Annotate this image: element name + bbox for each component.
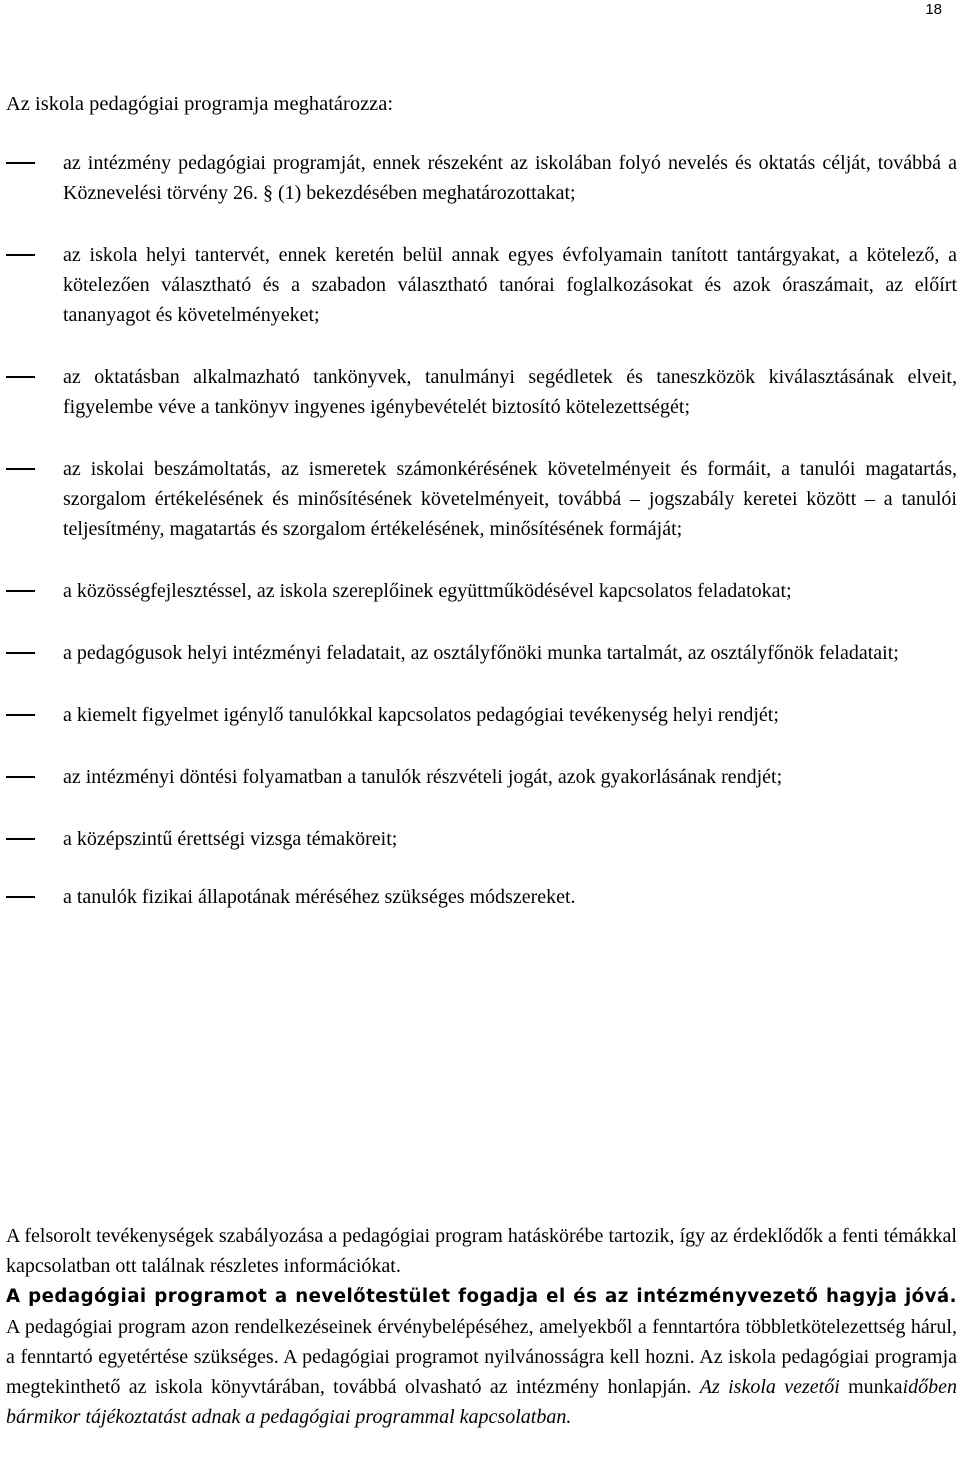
closing-italic-tail: időben bármikor tájékoztatást adnak a pedagógiai programmal kapcsolatban. xyxy=(6,1376,957,1428)
closing-paragraph xyxy=(6,1221,957,1432)
closing-italic-lead: Az iskola vezetői xyxy=(699,1376,840,1398)
list-item xyxy=(0,700,960,730)
dash-bullet xyxy=(6,590,35,592)
closing-body: A pedagógiai program azon rendelkezéseinek érvénybelépéséhez, amelyekből a fenntartóra többletkötelezettség hárul, a fenntartó egyetértése szükséges. A pedagógiai programot nyilvánosságra kell hozni. Az iskola pedagógiai programja megtekinthető az iskola könyvtárában, továbbá olvasható az intézmény honlapján. xyxy=(6,1316,957,1398)
dash-bullet xyxy=(6,468,35,470)
dash-bullet xyxy=(6,896,35,898)
list-item xyxy=(0,362,960,422)
list-item-text: az intézmény pedagógiai programját, ennek részeként az iskolában folyó nevelés és oktatás célját, továbbá a Köznevelési törvény 26. § (1) bekezdésében meghatározottakat; xyxy=(63,152,957,204)
approval-statement: A pedagógiai programot a nevelőtestület fogadja el és az intézményvezető hagyja jóvá. xyxy=(6,1286,957,1307)
list-item-text: a pedagógusok helyi intézményi feladatait, az osztályfőnöki munka tartalmát, az osztályfőnök feladatait; xyxy=(63,642,899,664)
list-item xyxy=(0,240,960,330)
list-item-text: a közösségfejlesztéssel, az iskola szereplőinek együttműködésével kapcsolatos feladatokat; xyxy=(63,580,792,602)
list-item xyxy=(0,454,960,544)
list-item-text: az oktatásban alkalmazható tankönyvek, tanulmányi segédletek és taneszközök kiválasztásának elveit, figyelembe véve a tankönyv ingyenes igénybevételét biztosító kötelezettségét; xyxy=(63,366,957,418)
dash-bullet xyxy=(6,376,35,378)
list-item-text: az iskola helyi tantervét, ennek keretén belül annak egyes évfolyamain tanított tantárgyakat, a kötelező, a kötelezően választható és a szabadon választható tanórai foglalkozásokat és azok óraszámait, az előírt tananyagot és követelményeket; xyxy=(63,244,957,326)
list-item-text: az iskolai beszámoltatás, az ismeretek számonkérésének követelményeit és formáit, a tanulói magatartás, szorgalom értékelésének és minősítésének követelményeit, továbbá – jogszabály keretei között – a tanulói teljesítmény, magatartás és szorgalom értékelésének, minősítésének formáját; xyxy=(63,458,957,540)
list-item xyxy=(0,824,960,854)
program-contents-list xyxy=(0,148,960,940)
list-item xyxy=(0,882,960,912)
dash-bullet xyxy=(6,254,35,256)
list-item-text: a kiemelt figyelmet igénylő tanulókkal kapcsolatos pedagógiai tevékenység helyi rendjét; xyxy=(63,704,779,726)
dash-bullet xyxy=(6,838,35,840)
dash-bullet xyxy=(6,776,35,778)
list-item xyxy=(0,638,960,668)
list-item xyxy=(0,148,960,208)
closing-first-sentence: A felsorolt tevékenységek szabályozása a pedagógiai program hatáskörébe tartozik, így az érdeklődők a fenti témákkal kapcsolatban ott találnak részletes információkat. xyxy=(6,1225,957,1277)
dash-bullet xyxy=(6,652,35,654)
page-number: 18 xyxy=(925,1,942,18)
list-item-text: a tanulók fizikai állapotának méréséhez szükséges módszereket. xyxy=(63,886,576,908)
closing-plain-word: munka xyxy=(839,1376,903,1398)
list-item-text: az intézményi döntési folyamatban a tanulók részvételi jogát, azok gyakorlásának rendjét; xyxy=(63,766,783,788)
list-item-text: a középszintű érettségi vizsga témaköreit; xyxy=(63,828,398,850)
dash-bullet xyxy=(6,162,35,164)
list-item xyxy=(0,762,960,792)
list-item xyxy=(0,576,960,606)
dash-bullet xyxy=(6,714,35,716)
intro-heading: Az iskola pedagógiai programja meghatározza: xyxy=(6,93,394,115)
